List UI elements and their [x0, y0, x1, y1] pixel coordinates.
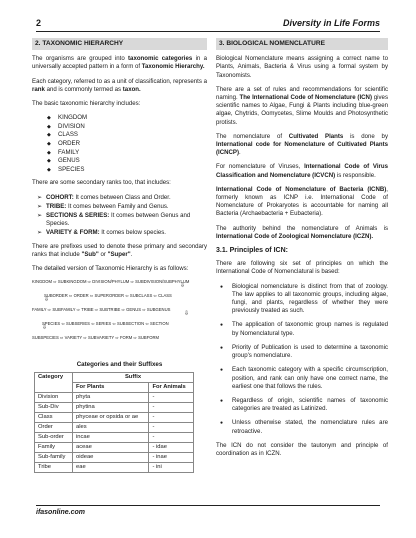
- list-item: ◆ ORDER: [58, 140, 207, 149]
- column-header: Category: [35, 373, 73, 393]
- column-header: For Animals: [149, 383, 194, 393]
- list-item: ◆ FAMILY: [58, 149, 207, 158]
- list-item: ➢ TRIBE: It comes between Family and Genus.: [46, 203, 207, 211]
- table-row: Tribe eae - ini: [35, 463, 194, 473]
- paragraph: There are a set of rules and recommendations for scientific naming. The International Code of Nomenclature (ICN) gives scientific names to Algae, Fungi & Plants including blue-green algae, Chytrids, Oomycetes, Slime Moulds and Photosynthetic protists.: [216, 85, 388, 126]
- down-arrow-icon: ⇩: [42, 325, 48, 332]
- table-row: Family aceae - idae: [35, 443, 194, 453]
- paragraph: The basic taxonomic hierarchy includes:: [32, 100, 141, 108]
- list-item: ➢ SECTIONS & SERIES: It comes between Genus and Species.: [46, 212, 207, 228]
- list-item: ◆ DIVISION: [58, 123, 207, 132]
- suffix-table: [34, 372, 194, 473]
- paragraph: The ICN do not consider the tautonym and principle of coordination as in ICZN.: [216, 441, 388, 457]
- down-arrow-icon: ⇩: [184, 311, 190, 318]
- down-arrow-icon: ⇩: [180, 283, 186, 290]
- footer-site: ifasonline.com: [36, 509, 86, 516]
- right-column: [216, 38, 388, 464]
- section-heading-biological-nomenclature: 3. BIOLOGICAL NOMENCLATURE: [216, 38, 388, 50]
- paragraph: The organisms are grouped into taxonomic categories in a universally accepted pattern in a form of Taxonomic Hierarchy.: [32, 55, 207, 71]
- paragraph: The nomenclature of Cultivated Plants is done by International code for Nomenclature of Cultivated Plants (ICNCP).: [216, 132, 388, 157]
- table-row: Order ales -: [35, 423, 194, 433]
- secondary-ranks-list: [46, 194, 207, 238]
- paragraph: International Code of Nomenclature of Bacteria (ICNB), formerly known as ICNP i.e. International Code of Nomenclature of Prokaryotes is accountable for naming all Bacteria (Archaebacteria + Eubacteria).: [216, 185, 388, 218]
- flow-row-4: SPECIES ⇦ SUBSERIES ⇦ SERIES ⇦ SUBSECTION ⇦ SECTION: [42, 321, 169, 327]
- list-item: ● The application of taxonomic group names is regulated by Nomenclatural type.: [232, 321, 388, 337]
- paragraph: Biological Nomenclature means assigning a correct name to Plants, Animals, Bacteria & Virus using a formal system by Taxonomists.: [216, 55, 388, 79]
- list-item: ◆ SPECIES: [58, 166, 207, 175]
- paragraph: Each category, referred to as a unit of classification, represents a rank and is commonly termed as taxon.: [32, 77, 208, 93]
- section-heading-taxonomic-hierarchy: 2. TAXONOMIC HIERARCHY: [32, 38, 207, 50]
- list-item: ◆ CLASS: [58, 131, 207, 140]
- list-item: ● Unless otherwise stated, the nomenclature rules are retroactive.: [232, 419, 388, 435]
- table-row: Division phyta -: [35, 393, 194, 403]
- paragraph: There are prefixes used to denote these primary and secondary ranks that include "Sub" or "Super".: [32, 242, 207, 258]
- list-item: ◆ GENUS: [58, 157, 207, 166]
- page-header: [36, 18, 380, 32]
- paragraph: There are following six set of principles on which the International Code of Nomenclatural is based:: [216, 260, 388, 276]
- paragraph: The authority behind the nomenclature of Animals is International Code of Zoological Nomenclature (ICZN).: [216, 224, 388, 240]
- list-item: ● Biological nomenclature is distinct from that of zoology. The law applies to all taxonomic groups, including algae, fungi, and plants, regardless of whether they were previously treated as such.: [232, 283, 388, 316]
- list-item: ➢ COHORT: It comes between Class and Order.: [46, 194, 207, 202]
- paragraph: The detailed version of Taxonomic Hierarchy is as follows:: [32, 265, 189, 272]
- flow-row-1: KINGDOM ⇨ SUBKINGDOM ⇨ DIVISION/PHYLUM ⇨ SUBDIVISION/SUBPHYLUM: [32, 279, 190, 285]
- flow-row-3: FAMILY ⇨ SUBFAMILY ⇨ TRIBE ⇨ SUBTRIBE ⇨ GENUS ⇨ SUBGENUS: [32, 307, 171, 313]
- list-item: ● Priority of Publication is used to determine a taxonomic group's nomenclature.: [232, 344, 388, 360]
- table-row: Class phyceae or opsida or ae -: [35, 413, 194, 423]
- left-column: [32, 38, 207, 473]
- principles-list: [232, 283, 388, 436]
- hierarchy-flow-diagram: [32, 279, 207, 357]
- table-header-row: [35, 373, 194, 383]
- table-row: Sub-family oideae - inae: [35, 453, 194, 463]
- list-item: ➢ VARIETY & FORM: It comes below species.: [46, 229, 207, 237]
- flow-row-2: SUBORDER ⇦ ORDER ⇦ SUPERORDER ⇦ SUBCLASS ⇦ CLASS: [44, 293, 172, 299]
- down-arrow-icon: ⇩: [44, 297, 50, 304]
- page-number: 2: [36, 18, 42, 28]
- running-title: Diversity in Life Forms: [282, 18, 380, 28]
- hierarchy-list: [58, 114, 207, 174]
- column-header: For Plants: [73, 383, 149, 393]
- table-row: Sub-Div phytina -: [35, 403, 194, 413]
- header-divider: [36, 31, 380, 32]
- table-title: Categories and their Suffixes: [76, 361, 163, 369]
- list-item: ● Each taxonomic category with a specific circumscription, position, and rank can only have one correct name, the earliest one that follows the rules.: [232, 366, 388, 391]
- column-header: Suffix: [73, 373, 194, 383]
- paragraph: There are some secondary ranks too, that includes:: [32, 179, 171, 187]
- list-item: ● Regardless of origin, scientific names of taxonomic categories are treated as Latinized.: [232, 397, 388, 413]
- subsection-heading: 3.1. Principles of ICN:: [216, 247, 288, 255]
- list-item: ◆ KINGDOM: [58, 114, 207, 123]
- paragraph: For nomenclature of Viruses, International Code of Virus Classification and Nomenclature (ICVCN) is responsible.: [216, 163, 388, 179]
- table-row: Sub-order incae -: [35, 433, 194, 443]
- flow-row-5: SUBSPECIES ⇨ VARIETY ⇨ SUBVARIETY ⇨ FORM ⇨ SUBFORM: [32, 335, 160, 341]
- footer-divider: [36, 505, 380, 506]
